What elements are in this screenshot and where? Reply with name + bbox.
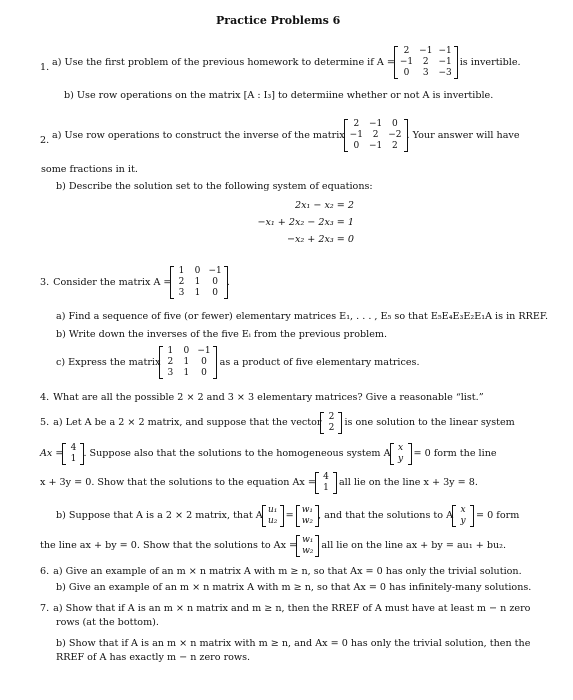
problem-5-number: 5. bbox=[40, 417, 50, 428]
problem-4-number: 4. bbox=[40, 392, 50, 403]
matrix-cell: 2 bbox=[178, 277, 185, 287]
vector bbox=[455, 505, 471, 527]
problem-5b-mid: , and that the solutions to A bbox=[318, 510, 454, 521]
problem-1a-text: a) Use the first problem of the previous homework to determine if A = bbox=[52, 56, 395, 68]
vector bbox=[299, 505, 316, 527]
matrix-cell: 3 bbox=[167, 368, 174, 378]
matrix-cell: 0 bbox=[212, 288, 218, 298]
matrix-cell: 3 bbox=[178, 288, 185, 298]
matrix-cell: 2 bbox=[403, 46, 410, 56]
problem-6-number: 6. bbox=[40, 566, 50, 577]
problem-4 bbox=[40, 392, 484, 404]
vector-table bbox=[318, 472, 334, 494]
matrix-cell: 2 bbox=[372, 130, 379, 140]
problem-5b-text: b) Suppose that A is a 2 × 2 matrix, that A bbox=[56, 510, 263, 521]
matrix-cell: 0 bbox=[194, 266, 201, 276]
equation-system bbox=[232, 200, 354, 251]
vector-cell: 4 bbox=[323, 472, 329, 482]
vector-table bbox=[455, 505, 471, 527]
problem-2-number: 2. bbox=[40, 135, 50, 146]
vector-cell: 2 bbox=[328, 412, 335, 422]
matrix-cell: −1 bbox=[208, 266, 222, 276]
matrix-cell: −1 bbox=[349, 130, 363, 140]
matrix-1-table bbox=[397, 46, 455, 79]
vector bbox=[318, 472, 334, 494]
vector-table bbox=[265, 505, 281, 527]
problem-2a-text: a) Use row operations to construct the inverse of the matrix bbox=[52, 129, 345, 141]
vector-cell: x bbox=[460, 505, 466, 515]
matrix-cell: 0 bbox=[212, 277, 218, 287]
problem-1a-tail: is invertible. bbox=[459, 56, 521, 68]
vector bbox=[265, 505, 281, 527]
matrix-cell: −1 bbox=[368, 141, 383, 151]
vector-cell: y bbox=[397, 454, 404, 464]
problem-3-intro bbox=[40, 266, 230, 299]
matrix-1 bbox=[397, 46, 455, 79]
vector bbox=[299, 535, 316, 557]
problem-2b: b) Describe the solution set to the following system of equations: bbox=[56, 181, 373, 192]
problem-7b-cont: RREF of A has exactly m − n zero rows. bbox=[56, 652, 251, 663]
problem-5a-line3-text: x + 3y = 0. Show that the solutions to the equation Ax = bbox=[40, 477, 316, 488]
matrix-3-table bbox=[173, 266, 224, 299]
vector-cell: 1 bbox=[70, 454, 77, 464]
vector-cell: 4 bbox=[70, 443, 77, 453]
vector-cell: w₁ bbox=[302, 535, 314, 545]
problem-3-text: Consider the matrix A = bbox=[53, 276, 172, 288]
matrix-cell: 3 bbox=[422, 68, 429, 78]
vector-cell: w₂ bbox=[301, 516, 314, 526]
problem-3c bbox=[56, 346, 420, 379]
problem-5a-mid: . Suppose also that the solutions to the homogeneous system A bbox=[83, 448, 391, 459]
problem-7a-text: a) Show that if A is an m × n matrix and m ≥ n, then the RREF of A must have at least m − n zero bbox=[53, 603, 531, 614]
problem-3c-tail: as a product of five elementary matrices. bbox=[219, 356, 420, 368]
problem-7-number: 7. bbox=[40, 603, 50, 614]
matrix-3c bbox=[162, 346, 213, 379]
matrix-cell: 0 bbox=[183, 346, 190, 356]
problem-7a-cont: rows (at the bottom). bbox=[56, 617, 159, 628]
problem-5b-line1 bbox=[56, 505, 519, 527]
vector-cell: x bbox=[397, 443, 404, 453]
vector-cell: u₁ bbox=[267, 505, 278, 515]
matrix-cell: 1 bbox=[183, 357, 190, 367]
problem-2a-cont: some fractions in it. bbox=[41, 164, 138, 175]
vector bbox=[323, 412, 339, 434]
problem-7b: b) Show that if A is an m × n matrix with m ≥ n, and Ax = 0 has only the trivial solution, then the bbox=[56, 638, 531, 649]
matrix-cell: 2 bbox=[353, 119, 360, 129]
vector-table bbox=[65, 443, 81, 465]
vector-cell: 2 bbox=[328, 423, 335, 433]
equation-2: −x₁ + 2x₂ − 2x₃ = 1 bbox=[257, 217, 354, 228]
equation-3: −x₂ + 2x₃ = 0 bbox=[286, 234, 354, 245]
matrix-cell: −1 bbox=[368, 119, 383, 129]
problem-5a-line3 bbox=[40, 472, 478, 494]
vector-cell: w₂ bbox=[302, 546, 314, 556]
problem-2a-tail: . Your answer will have bbox=[406, 129, 520, 141]
problem-3b: b) Write down the inverses of the five Eᵢ from the previous problem. bbox=[56, 329, 388, 340]
vector bbox=[393, 443, 409, 465]
problem-5b-line2-tail: all lie on the line ax + by = au₁ + bu₂. bbox=[321, 540, 507, 551]
vector-table bbox=[299, 505, 316, 527]
equation-1: 2x₁ − x₂ = 2 bbox=[295, 200, 354, 211]
matrix-2 bbox=[347, 119, 405, 152]
matrix-cell: 0 bbox=[201, 368, 207, 378]
problem-4-text: What are all the possible 2 × 2 and 3 × 3 elementary matrices? Give a reasonable “list.” bbox=[53, 392, 484, 403]
vector bbox=[65, 443, 81, 465]
vector-cell: 1 bbox=[323, 483, 329, 493]
matrix-cell: −2 bbox=[388, 130, 402, 140]
problem-3c-text: c) Express the matrix bbox=[56, 356, 161, 368]
vector-table bbox=[393, 443, 409, 465]
matrix-cell: −1 bbox=[419, 46, 433, 56]
matrix-cell: −1 bbox=[197, 346, 211, 356]
matrix-3 bbox=[173, 266, 224, 299]
matrix-cell: 0 bbox=[403, 68, 410, 78]
problem-5a-line2 bbox=[40, 443, 497, 465]
matrix-cell: −3 bbox=[438, 68, 452, 78]
vector-cell: u₂ bbox=[267, 516, 278, 526]
problem-7a bbox=[40, 603, 530, 615]
problem-1b: b) Use row operations on the matrix [A : I₃] to determiine whether or not A is invertible. bbox=[64, 90, 494, 101]
vector-cell: y bbox=[460, 516, 466, 526]
problem-2a bbox=[52, 119, 520, 152]
matrix-cell: 2 bbox=[392, 141, 398, 151]
vector-cell: w₁ bbox=[301, 505, 314, 515]
problem-3-number: 3. bbox=[40, 276, 50, 288]
problem-5b-line2 bbox=[40, 535, 506, 557]
vector-table bbox=[299, 535, 316, 557]
problem-1a bbox=[52, 46, 521, 79]
problem-6a bbox=[40, 566, 522, 578]
problem-5a-tail: is one solution to the linear system bbox=[344, 417, 515, 428]
matrix-3c-table bbox=[162, 346, 213, 379]
matrix-cell: 2 bbox=[422, 57, 429, 67]
matrix-cell: 2 bbox=[167, 357, 174, 367]
matrix-cell: −1 bbox=[438, 57, 452, 67]
period: . bbox=[226, 276, 230, 288]
equals: = bbox=[285, 510, 294, 521]
matrix-cell: 0 bbox=[201, 357, 207, 367]
matrix-cell: 0 bbox=[353, 141, 360, 151]
problem-5a-line1 bbox=[40, 412, 515, 434]
matrix-cell: 0 bbox=[392, 119, 398, 129]
problem-1-number: 1. bbox=[40, 62, 50, 73]
problem-6b: b) Give an example of an m × n matrix A with m ≥ n, so that Ax = 0 has infinitely-many solutions. bbox=[56, 582, 532, 593]
page-title: Practice Problems 6 bbox=[216, 14, 341, 27]
matrix-cell: 1 bbox=[183, 368, 190, 378]
matrix-2-table bbox=[347, 119, 405, 152]
problem-5a-ax: Ax = bbox=[40, 448, 64, 459]
matrix-cell: −1 bbox=[399, 57, 414, 67]
matrix-cell: 1 bbox=[194, 288, 201, 298]
problem-5a-post: = 0 form the line bbox=[413, 448, 497, 459]
vector-table bbox=[323, 412, 339, 434]
matrix-cell: −1 bbox=[438, 46, 452, 56]
matrix-cell: 1 bbox=[178, 266, 185, 276]
problem-5b-line2-text: the line ax + by = 0. Show that the solutions to Ax = bbox=[40, 540, 298, 551]
problem-6a-text: a) Give an example of an m × n matrix A with m ≥ n, so that Ax = 0 has only the trivial solution. bbox=[53, 566, 522, 577]
problem-5b-post: = 0 form bbox=[476, 510, 520, 521]
matrix-cell: 1 bbox=[167, 346, 174, 356]
problem-5a-text: a) Let A be a 2 × 2 matrix, and suppose that the vector bbox=[53, 417, 322, 428]
matrix-cell: 1 bbox=[194, 277, 201, 287]
problem-3a: a) Find a sequence of five (or fewer) elementary matrices E₁, . . . , E₅ so that E₅E₄E₃E₂E₁A is in RREF. bbox=[56, 311, 549, 322]
problem-5a-line3-tail: all lie on the line x + 3y = 8. bbox=[338, 477, 478, 488]
